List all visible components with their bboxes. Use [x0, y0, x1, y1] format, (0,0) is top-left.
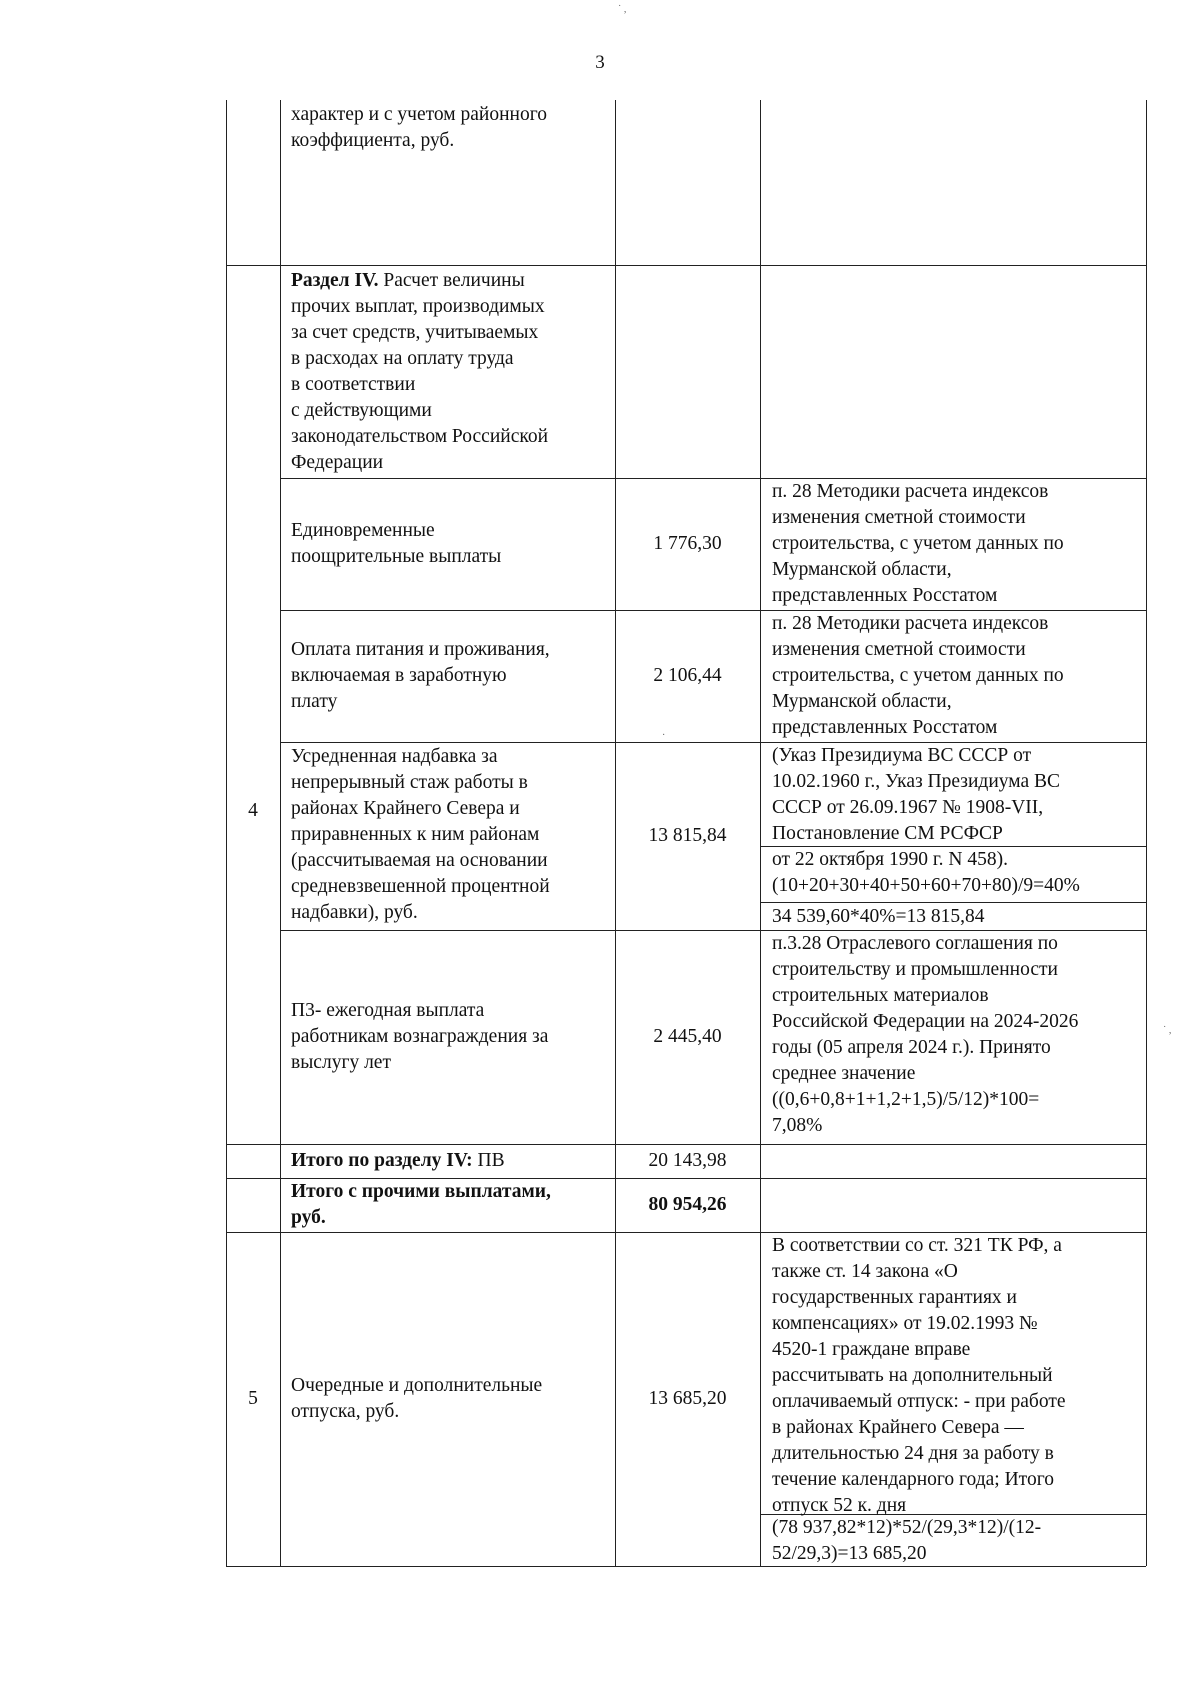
row-name: Очередные и дополнительные отпуска, руб. [291, 1375, 543, 1422]
table-row [291, 478, 609, 610]
total-label-bold: Итого по разделу IV: [291, 1150, 473, 1171]
row-number: 5 [248, 1388, 258, 1409]
total-row [291, 1144, 609, 1178]
row-justification: В соответствии со ст. 321 ТК РФ, а также ст. 14 закона «О государственных гарантиях и компенсациях» от 19.02.1993 № 4520-1 граждане вправе рассчитывать на дополнительный оплачиваемый отпуск: - при работе в районах Крайнего Севера — длительностью 24 дня за работу в течение календарного года; Итого отпуск 52 к. дня [772, 1235, 1066, 1516]
table-row [291, 610, 609, 742]
row-value: 2 445,40 [653, 1026, 722, 1047]
table-border [280, 100, 281, 1566]
grand-total-value: 80 954,26 [648, 1194, 727, 1215]
scan-artifact: ˙ , [1163, 1025, 1172, 1036]
scan-artifact: · [662, 730, 666, 741]
row-number: 4 [248, 800, 258, 821]
table-border [760, 100, 761, 1566]
row-value: 1 776,30 [653, 533, 722, 554]
total-value: 20 143,98 [648, 1150, 727, 1171]
row-value: 13 815,84 [648, 825, 727, 846]
table-border [1146, 100, 1147, 1566]
section-title-text: Расчет величины прочих выплат, производимых за счет средств, учитываемых в расходах на оплату труда в соответствии с действующими законодательством Российской Федерации [291, 270, 549, 473]
row-value: 2 106,44 [653, 665, 722, 686]
row-justification: (Указ Президиума ВС СССР от 10.02.1960 г., Указ Президиума ВС СССР от 26.09.1967 № 1908-VII, Постановление СМ РСФСР [772, 745, 1061, 844]
table-row [291, 930, 609, 1144]
row-name: Единовременные поощрительные выплаты [291, 520, 502, 567]
grand-total-row: Итого с прочими выплатами, руб. [291, 1181, 551, 1228]
row-name: характер и с учетом районного коэффициента, руб. [291, 104, 547, 151]
table-row [291, 1232, 609, 1566]
total-label-text: ПВ [472, 1150, 505, 1171]
table-row-continuation [291, 102, 609, 262]
row-justification: п. 28 Методики расчета индексов изменения сметной стоимости строительства, с учетом данных по Мурманской области, представленных Росстатом [772, 481, 1064, 606]
table-row [291, 744, 609, 930]
scan-artifact: ˙ , [618, 4, 627, 15]
section-header [291, 268, 609, 476]
row-justification: 34 539,60*40%=13 815,84 [772, 905, 985, 927]
row-justification: от 22 октября 1990 г. N 458). (10+20+30+40+50+60+70+80)/9=40% [772, 849, 1080, 896]
section-title-bold: Раздел IV. [291, 270, 379, 291]
row-name: Усредненная надбавка за непрерывный стаж работы в районах Крайнего Севера и приравненных к ним районам (рассчитываемая на основании средневзвешенной процентной надбавки), руб. [291, 746, 550, 923]
row-justification: п.3.28 Отраслевого соглашения по строительству и промышленности строительных материалов Российской Федерации на 2024-2026 годы (05 апреля 2024 г.). Принято среднее значение ((0,6+0,8+1+1,2+1,5)/5/12)*100= 7,08% [772, 933, 1079, 1136]
page-number: 3 [595, 52, 605, 73]
table-border [226, 265, 1146, 266]
row-justification: п. 28 Методики расчета индексов изменения сметной стоимости строительства, с учетом данных по Мурманской области, представленных Росстатом [772, 613, 1064, 738]
row-justification: (78 937,82*12)*52/(29,3*12)/(12- 52/29,3)=13 685,20 [772, 1517, 1042, 1564]
row-name: П3- ежегодная выплата работникам вознаграждения за выслугу лет [291, 1000, 549, 1073]
row-name: Оплата питания и проживания, включаемая в заработную плату [291, 639, 550, 712]
row-value: 13 685,20 [648, 1388, 727, 1409]
